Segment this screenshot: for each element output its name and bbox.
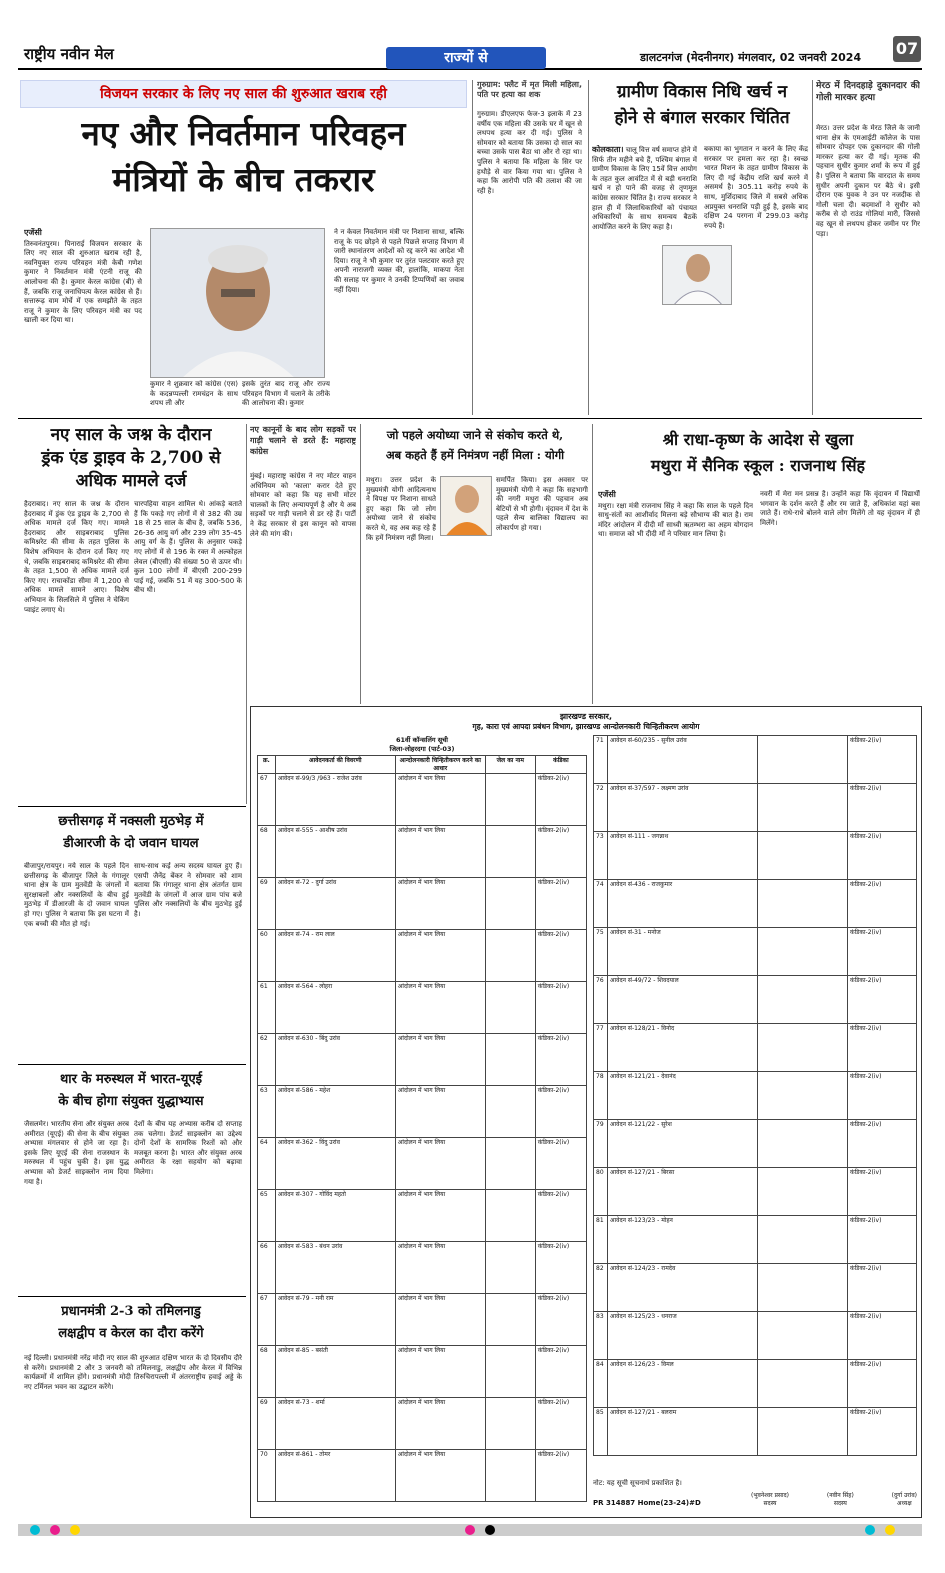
column-rule — [246, 424, 247, 804]
signatory — [827, 1491, 854, 1507]
row-kandika: कंडिका-2(iv) — [535, 774, 586, 826]
page-number: 07 — [893, 36, 921, 62]
row-kandika: कंडिका-2(iv) — [535, 1450, 586, 1502]
kerala-caption-1: कुमार ने शुक्रवार को कांग्रेस (एस) के कदन्नप्पल्ली रामचंद्रन के साथ शपथ ली और — [150, 380, 238, 408]
row-applicant: आवेदन सं-555 - आशीष उरांव — [275, 826, 395, 878]
row-sl: 83 — [594, 1312, 608, 1360]
row-divider — [18, 1296, 246, 1297]
row-jail — [485, 1398, 535, 1450]
row-applicant: आवेदन सं-31 - मनोज — [608, 928, 758, 976]
col-header: आन्दोलनकारी चिन्हितीकरण करने का आधार — [395, 756, 485, 774]
person-icon — [151, 229, 325, 378]
row-jail — [485, 1450, 535, 1502]
row-basis: आंदोलन में भाग लिया — [395, 1450, 485, 1502]
row-sl: 71 — [594, 736, 608, 784]
hyderabad-col2: चारपहिया वाहन शामिल थे। आंकड़े बताते हैं कि पकड़े गए लोगों में से 382 की उम्र 18 से 25 साल के बीच है, जबकि 536, 26-36 आयु वर्ग और 239 लोग 35-45 आयु वर्ग के हैं। पुलिस के अनुसार पकड़े गए लोगों में से 196 के रक्त में अल्कोहल लेवल (बीएसी) की संख्या 50 से ऊपर थी। कुल 100 लोगों में बीएसी 200-299 पाई गई, जबकि 51 में यह 300-500 के बीच थी। — [134, 500, 242, 595]
row-applicant: आवेदन सं-74 - राम लाल — [275, 930, 395, 982]
row-applicant: आवेदन सं-127/21 - बलराम — [608, 1408, 758, 1456]
row-sl: 77 — [594, 1024, 608, 1072]
row-sl: 69 — [258, 878, 276, 930]
thar-headline-1: थार के मरुस्थल में भारत-यूएई — [59, 1072, 203, 1087]
row-basis: आंदोलन में भाग लिया — [395, 1138, 485, 1190]
row-applicant: आवेदन सं-49/72 - शिवदयाल — [608, 976, 758, 1024]
row-basis: आंदोलन में भाग लिया — [395, 1190, 485, 1242]
col-header: आवेदनकर्ता की विवरणी — [275, 756, 395, 774]
row-sl: 65 — [258, 1190, 276, 1242]
row-kandika: कंडिका-2(iv) — [848, 1120, 917, 1168]
gurugram-kicker: गुरुग्राम: फ्लैट में मृत मिली महिला, पति पर हत्या का शक — [477, 80, 582, 99]
notice-list-title: 61वीं कॉन्सलिंग सूची — [396, 736, 448, 744]
row-basis — [758, 976, 848, 1024]
row-applicant: आवेदन सं-37/597 - लक्ष्मण उरांव — [608, 784, 758, 832]
row-kandika: कंडिका-2(iv) — [535, 982, 586, 1034]
row-basis — [758, 1408, 848, 1456]
chhattisgarh-headline-1: छत्तीसगढ़ में नक्सली मुठभेड़ में — [58, 814, 204, 829]
row-sl: 76 — [594, 976, 608, 1024]
row-jail — [485, 1346, 535, 1398]
registration-dot — [485, 1525, 495, 1535]
row-basis — [758, 880, 848, 928]
row-jail — [485, 1190, 535, 1242]
table-row — [258, 878, 587, 930]
row-kandika: कंडिका-2(iv) — [535, 1190, 586, 1242]
registration-dot — [30, 1525, 40, 1535]
row-basis: आंदोलन में भाग लिया — [395, 1346, 485, 1398]
bengal-byline: कोलकाता। — [592, 145, 624, 154]
row-kandika: कंडिका-2(iv) — [848, 736, 917, 784]
signatory-name: (नवीन सिंह) — [826, 1492, 854, 1499]
monk-photo — [440, 476, 492, 536]
column-rule — [360, 424, 361, 704]
column-rule — [592, 424, 593, 704]
hyderabad-headline-3: अधिक मामले दर्ज — [75, 471, 187, 491]
thar-col1: जैसलमेर। भारतीय सेना और संयुक्त अरब अमीरात (यूएई) की सेना के बीच संयुक्त अभ्यास मंगलवार से होने जा रहा है। इसके लिए यूएई की सेना राजस्थान के मरुस्थल में पहुंच चुकी है। इस युद्ध अभ्यास को डेजर्ट साइक्लोन नाम दिया गया है। — [24, 1120, 129, 1186]
row-kandika: कंडिका-2(iv) — [848, 1024, 917, 1072]
row-divider — [18, 418, 922, 419]
row-basis: आंदोलन में भाग लिया — [395, 982, 485, 1034]
rajnath-col1-text: मथुरा। रक्षा मंत्री राजनाथ सिंह ने कहा कि साल के पहले दिन साधु-संतों का आशीर्वाद मिलना बड़े सौभाग्य की बात है। राम मंदिर आंदोलन में दीदी माँ साध्वी ऋतम्भरा का अहम योगदान था। समाज को भी दीदी माँ ने परिवार मान लिया है। — [598, 501, 753, 539]
pm-headline-2: लक्षद्वीप व केरल का दौरा करेंगे — [58, 1326, 204, 1341]
signatory-name: (दुर्गा उरांव) — [891, 1492, 917, 1499]
maharashtra-kicker: नए कानूनों के बाद लोग सड़कों पर गाड़ी चलाने से डरते हैं: महाराष्ट्र कांग्रेस — [250, 425, 356, 456]
table-row — [594, 736, 917, 784]
row-applicant: आवेदन सं-85 - बसंती — [275, 1346, 395, 1398]
table-row — [258, 982, 587, 1034]
row-kandika: कंडिका-2(iv) — [848, 1360, 917, 1408]
row-jail — [485, 930, 535, 982]
government-notice — [250, 706, 922, 1518]
table-row — [594, 880, 917, 928]
row-sl: 61 — [258, 982, 276, 1034]
table-row — [258, 774, 587, 826]
row-sl: 82 — [594, 1264, 608, 1312]
row-applicant: आवेदन सं-121/21 - देवानंद — [608, 1072, 758, 1120]
row-sl: 69 — [258, 1398, 276, 1450]
hyderabad-col1: हैदराबाद। नए साल के जश्न के दौरान हैदराबाद में ड्रंक एंड ड्राइव के 2,700 से अधिक मामले दर्ज किए गए। मामले हैदराबाद और साइबराबाद पुलिस कमिश्नरेट की सीमा के तहत पुलिस के विशेष अभियान के दौरान दर्ज किए गए थे, जबकि साइबराबाद कमिश्नरेट की सीमा के तहत 1,500 से अधिक मामले दर्ज किए गए। राचाकोंडा सीमा में 1,200 से अधिक मामले सामने आए। विशेष अभियान के सिलसिले में पुलिस ने चेकिंग प्वाइंट लगाए थे। — [24, 500, 129, 614]
row-applicant: आवेदन सं-127/21 - बिरसा — [608, 1168, 758, 1216]
notice-footer-note: नोट: यह सूची सूचनार्थ प्रकाशित है। — [593, 1479, 682, 1487]
row-applicant: आवेदन सं-586 - महेश — [275, 1086, 395, 1138]
row-basis — [758, 1360, 848, 1408]
kerala-col1-text: तिरुवनंतपुरम। पिनाराई विजयन सरकार के लिए नए साल की शुरुआत खराब रही है, नवनियुक्त राज्य परिवहन मंत्री केबी गणेश कुमार ने निवर्तमान मंत्री एंटनी राजू की आलोचना की है। कुमार केरल कांग्रेस (बी) से हैं, जबकि राजू जनाधिपत्य केरल कांग्रेस से हैं। सत्तारूढ़ वाम मोर्चे में एक समझौते के तहत राजू ने कुमार के लिए परिवहन मंत्री का पद खाली कर दिया था। — [24, 239, 142, 325]
rajnath-col2: नवरी में मेरा मन प्रसन्न है। उन्होंने कहा कि वृंदावन में विद्यार्थी भगवान के दर्शन करते हैं और रम जाते हैं, अधिकांश यहां बस जाते हैं। राधे-राधे बोलने वाले लोग मिलेंगे तो यह वृंदावन में ही मिलेंगे। — [760, 490, 920, 527]
row-jail — [485, 878, 535, 930]
yogi-col1: मथुरा। उत्तर प्रदेश के मुख्यमंत्री योगी आदित्यनाथ ने विपक्ष पर निशाना साधते हुए कहा कि जो लोग अयोध्या जाने से संकोच करते थे, वह अब कह रहे हैं कि हमें निमंत्रण नहीं मिला। — [366, 476, 436, 542]
row-kandika: कंडिका-2(iv) — [848, 832, 917, 880]
table-row — [258, 1242, 587, 1294]
row-kandika: कंडिका-2(iv) — [848, 880, 917, 928]
table-row — [594, 1312, 917, 1360]
table-row — [594, 1024, 917, 1072]
masthead: राष्ट्रीय नवीन मेल — [24, 45, 114, 63]
table-row — [594, 1120, 917, 1168]
pm-body: नई दिल्ली। प्रधानमंत्री नरेंद्र मोदी नए साल की शुरुआत दक्षिण भारत के दो दिवसीय दौरे से करेंगे। प्रधानमंत्री 2 और 3 जनवरी को तमिलनाडु, लक्षद्वीप और केरल में विभिन्न कार्यक्रमों में शामिल होंगे। प्रधानमंत्री मोदी तिरुचिरापल्ली में अंतरराष्ट्रीय हवाई अड्डे के नए टर्मिनल भवन का उद्घाटन करेंगे। — [24, 1354, 242, 1391]
row-applicant: आवेदन सं-79 - मनी राम — [275, 1294, 395, 1346]
row-kandika: कंडिका-2(iv) — [848, 1264, 917, 1312]
row-basis — [758, 1120, 848, 1168]
row-applicant: आवेदन सं-126/23 - विमल — [608, 1360, 758, 1408]
row-kandika: कंडिका-2(iv) — [848, 928, 917, 976]
row-kandika: कंडिका-2(iv) — [848, 1168, 917, 1216]
row-applicant: आवेदन सं-99/3 /963 - राजेश उरांव — [275, 774, 395, 826]
col-header: जेल का नाम — [485, 756, 535, 774]
registration-dot — [465, 1525, 475, 1535]
table-row — [258, 826, 587, 878]
person-icon — [441, 477, 492, 536]
row-applicant: आवेदन सं-111 - जगन्नाथ — [608, 832, 758, 880]
row-sl: 74 — [594, 880, 608, 928]
yogi-headline-1: जो पहले अयोध्या जाने से संकोच करते थे, — [386, 428, 564, 442]
table-row — [258, 1190, 587, 1242]
row-basis: आंदोलन में भाग लिया — [395, 1242, 485, 1294]
row-sl: 79 — [594, 1120, 608, 1168]
row-kandika: कंडिका-2(iv) — [535, 1242, 586, 1294]
kerala-col1 — [24, 228, 142, 410]
row-basis — [758, 832, 848, 880]
thar-col2: देशों के बीच यह अभ्यास करीब दो सप्ताह तक चलेगा। डेजर्ट साइक्लोन का उद्देश्य दोनों देशों के सामरिक रिश्तों को और मजबूत करना है। भारत और संयुक्त अरब अमीरात के रक्षा सहयोग को बढ़ावा मिलेगा। — [134, 1120, 242, 1176]
notice-org-2: गृह, कारा एवं आपदा प्रबंधन विभाग, झारखण्ड आन्दोलनकारी चिन्हितीकरण आयोग — [472, 722, 700, 731]
row-sl: 63 — [258, 1086, 276, 1138]
table-row — [594, 1072, 917, 1120]
row-basis: आंदोलन में भाग लिया — [395, 878, 485, 930]
column-rule — [588, 80, 589, 415]
table-row — [594, 1216, 917, 1264]
row-kandika: कंडिका-2(iv) — [535, 1034, 586, 1086]
row-applicant: आवेदन सं-861 - तोमर — [275, 1450, 395, 1502]
row-kandika: कंडिका-2(iv) — [848, 976, 917, 1024]
row-jail — [485, 774, 535, 826]
row-applicant: आवेदन सं-60/235 - सुनील उरांव — [608, 736, 758, 784]
yogi-col2: समर्पित किया। इस अवसर पर मुख्यमंत्री योगी ने कहा कि सहभागी की नगरी मथुरा की पहचान अब बेटियों से भी होगी। वृंदावन में देश के पहले सैन्य बालिका विद्यालय का लोकार्पण हो गया। — [496, 476, 588, 532]
signatory-role: अध्यक्ष — [897, 1500, 912, 1507]
row-basis — [758, 1312, 848, 1360]
row-kandika: कंडिका-2(iv) — [535, 1398, 586, 1450]
row-basis: आंदोलन में भाग लिया — [395, 1398, 485, 1450]
registration-dot — [70, 1525, 80, 1535]
table-row — [258, 1398, 587, 1450]
table-row — [594, 832, 917, 880]
row-sl: 68 — [258, 826, 276, 878]
row-divider — [18, 806, 246, 807]
registration-dot — [50, 1525, 60, 1535]
bengal-headline-1: ग्रामीण विकास निधि खर्च न — [616, 82, 788, 102]
row-sl: 75 — [594, 928, 608, 976]
hyderabad-headline-2: ड्रंक एंड ड्राइव के 2,700 से — [41, 448, 221, 468]
row-kandika: कंडिका-2(iv) — [848, 1312, 917, 1360]
kerala-headline-2: मंत्रियों के बीच तकरार — [112, 160, 375, 199]
row-kandika: कंडिका-2(iv) — [848, 1216, 917, 1264]
row-applicant: आवेदन सं-73 - शर्मा — [275, 1398, 395, 1450]
row-applicant: आवेदन सं-124/23 - रामदेव — [608, 1264, 758, 1312]
row-basis — [758, 736, 848, 784]
row-basis: आंदोलन में भाग लिया — [395, 1294, 485, 1346]
section-label: राज्यों से — [386, 47, 546, 69]
rajnath-headline-2: मथुरा में सैनिक स्कूल : राजनाथ सिंह — [650, 456, 866, 475]
row-kandika: कंडिका-2(iv) — [535, 878, 586, 930]
portrait-photo — [150, 228, 325, 378]
row-applicant: आवेदन सं-123/23 - मोहन — [608, 1216, 758, 1264]
row-applicant: आवेदन सं-630 - बिंदु उरांव — [275, 1034, 395, 1086]
row-divider — [18, 1064, 246, 1065]
row-basis — [758, 1168, 848, 1216]
table-row — [594, 928, 917, 976]
row-sl: 68 — [258, 1346, 276, 1398]
table-row — [594, 1360, 917, 1408]
signatory — [892, 1491, 917, 1507]
signatory — [751, 1491, 789, 1507]
row-kandika: कंडिका-2(iv) — [535, 930, 586, 982]
meerut-body: मेरठ। उत्तर प्रदेश के मेरठ जिले के जानी थाना क्षेत्र के एमआईटी कॉलेज के पास सोमवार दोपहर एक दुकानदार की गोली मारकर हत्या कर दी गई। मृतक की पहचान सुधीर कुमार शर्मा के रूप में हुई है। पुलिस ने बताया कि वारदात के समय सुधीर अपनी दुकान पर बैठे थे। इसी दौरान एक युवक ने उन पर नजदीक से गोली चला दी। बदमाशों ने सुधीर को करीब से दो राउंड गोलियां मारी, जिससे वह खून से लथपथ होकर जमीन पर गिर पड़ा। — [816, 124, 920, 238]
table-row — [594, 1408, 917, 1456]
row-kandika: कंडिका-2(iv) — [848, 1072, 917, 1120]
row-jail — [485, 1242, 535, 1294]
rajnath-col1 — [598, 490, 753, 700]
row-jail — [485, 1138, 535, 1190]
row-sl: 81 — [594, 1216, 608, 1264]
column-rule — [812, 80, 813, 415]
notice-left-table — [257, 735, 587, 1505]
notice-pr-number: PR 314887 Home(23-24)#D — [593, 1499, 701, 1507]
kerala-headline-1: नए और निवर्तमान परिवहन — [81, 114, 406, 153]
col-header: क्र. — [258, 756, 276, 774]
rajnath-headline-1: श्री राधा-कृष्ण के आदेश से खुला — [662, 430, 854, 449]
signatory-role: सदस्य — [763, 1500, 777, 1507]
column-rule — [472, 80, 473, 415]
thar-headline-2: के बीच होगा संयुक्त युद्धाभ्यास — [58, 1094, 204, 1109]
row-applicant: आवेदन सं-362 - विंदु उरांव — [275, 1138, 395, 1190]
table-row — [258, 1294, 587, 1346]
registration-dot — [885, 1525, 895, 1535]
registration-dot — [865, 1525, 875, 1535]
row-applicant: आवेदन सं-121/22 - सुरेश — [608, 1120, 758, 1168]
row-applicant: आवेदन सं-564 - लोहरा — [275, 982, 395, 1034]
row-sl: 62 — [258, 1034, 276, 1086]
row-basis: आंदोलन में भाग लिया — [395, 826, 485, 878]
row-applicant: आवेदन सं-128/21 - विनोद — [608, 1024, 758, 1072]
row-kandika: कंडिका-2(iv) — [848, 784, 917, 832]
col-header: कंडिका — [535, 756, 586, 774]
table-row — [258, 1346, 587, 1398]
kerala-col2: ने न केवल निवर्तमान मंत्री पर निशाना साधा, बल्कि राजू के पद छोड़ने से पहले पिछले सप्ताह विभाग में जारी स्थानांतरण आदेशों को रद्द करने का आदेश भी दिया। राजू ने भी कुमार पर तुरंत पलटवार करते हुए अपनी नाराजगी व्यक्त की, हालांकि, माकपा नेता की सलाह पर कुमार ने उनकी टिप्पणियों का जवाब नहीं दिया। — [334, 228, 464, 294]
row-kandika: कंडिका-2(iv) — [535, 1294, 586, 1346]
row-jail — [485, 982, 535, 1034]
row-basis — [758, 1216, 848, 1264]
chhattisgarh-headline-2: डीआरजी के दो जवान घायल — [63, 836, 199, 851]
row-basis — [758, 784, 848, 832]
row-basis — [758, 1024, 848, 1072]
row-jail — [485, 1034, 535, 1086]
yogi-headline-2: अब कहते हैं हमें निमंत्रण नहीं मिला : योगी — [385, 448, 565, 462]
row-kandika: कंडिका-2(iv) — [848, 1408, 917, 1456]
row-basis: आंदोलन में भाग लिया — [395, 930, 485, 982]
row-basis — [758, 1264, 848, 1312]
notice-signatories — [751, 1491, 917, 1507]
row-jail — [485, 826, 535, 878]
chhattisgarh-col1: बीजापुर/रायपुर। नये साल के पहले दिन छत्तीसगढ़ के बीजापुर जिले के गंगालूर थाना क्षेत्र के ग्राम मुतवेंडी के जंगलों में सुरक्षाबलों और नक्सलियों के बीच हुई मुठभेड़ में डीआरजी के दो जवान घायल हो गए। पुलिस ने बताया कि इस घटना में एक बच्ची की मौत हो गई। — [24, 862, 129, 928]
table-row — [594, 976, 917, 1024]
row-jail — [485, 1294, 535, 1346]
row-sl: 73 — [594, 832, 608, 880]
row-applicant: आवेदन सं-125/23 - धनराज — [608, 1312, 758, 1360]
kerala-caption-2: इसके तुरंत बाद राजू और राज्य परिवहन विभाग में चलाने के तरीके की आलोचना की। कुमार — [242, 380, 330, 408]
bengal-headline-2: होने से बंगाल सरकार चिंतित — [614, 108, 790, 128]
chhattisgarh-col2: साथ-साथ कई अन्य सदस्य घायल हुए हैं। एसपी जैनेंद्र बेंकर ने सोमवार को शाम बताया कि गंगालूर थाना क्षेत्र अंतर्गत ग्राम मुतवेंडी के जंगलों में आज ग्राम पांच बजे पुलिस और नक्सलियों के बीच मुठभेड़ हुई है। — [134, 862, 242, 918]
row-sl: 85 — [594, 1408, 608, 1456]
row-basis: आंदोलन में भाग लिया — [395, 1034, 485, 1086]
bengal-col1-text: चालू वित्त वर्ष समाप्त होने में सिर्फ तीन महीने बचे हैं, पश्चिम बंगाल में ग्रामीण विकास के लिए 15वें वित्त आयोग के तहत कुल आवंटित में से बड़ी धनराशि खर्च न हो पाने की वजह से तृणमूल कांग्रेस सरकार चिंतित है। राज्य सरकार ने हाल ही में जिलाधिकारियों को पंचायत अधिकारियों के साथ समन्वय बैठकें आयोजित करने के लिए कहा है। — [592, 146, 697, 231]
row-applicant: आवेदन सं-583 - बंधन उरांव — [275, 1242, 395, 1294]
maharashtra-body: मुंबई। महाराष्ट्र कांग्रेस ने नए मोटर वाहन अधिनियम को 'काला' करार देते हुए सोमवार को कहा कि यह सभी मोटर चालकों के लिए अन्यायपूर्ण है और ये अब सड़कों पर गाड़ी चलाने से डर रहे हैं। पार्टी ने केंद्र सरकार से इस कानून को वापस लेने की मांग की। — [250, 472, 356, 538]
notice-table — [593, 735, 917, 1456]
table-row — [258, 1138, 587, 1190]
kerala-kicker: विजयन सरकार के लिए नए साल की शुरुआत खराब रही — [20, 80, 467, 108]
row-kandika: कंडिका-2(iv) — [535, 1346, 586, 1398]
kerala-byline: एजेंसी — [24, 228, 42, 237]
table-row — [594, 1264, 917, 1312]
row-sl: 64 — [258, 1138, 276, 1190]
signatory-name: (भुवनेश्वर प्रसाद) — [751, 1492, 790, 1499]
table-row — [258, 930, 587, 982]
row-kandika: कंडिका-2(iv) — [535, 1086, 586, 1138]
notice-right-table — [593, 735, 917, 1475]
bengal-col2: बकाया का भुगतान न करने के लिए केंद्र सरकार पर हमला कर रहा है। स्वच्छ भारत मिशन के तहत ग्रामीण विकास के लिए दी गई केंद्रीय राशि खर्च करने में असमर्थ है। 305.11 करोड़ रुपये के साथ, मुर्शिदाबाद जिले में सबसे अधिक अप्रयुक्त धनराशि पड़ी हुई है, इसके बाद दक्षिण 24 परगना में 299.03 करोड़ रुपये हैं। — [704, 145, 808, 230]
dateline: डालटनगंज (मेदनीनगर) मंगलवार, 02 जनवरी 2024 — [640, 51, 862, 64]
row-sl: 80 — [594, 1168, 608, 1216]
row-sl: 67 — [258, 774, 276, 826]
row-sl: 84 — [594, 1360, 608, 1408]
signatory-role: सदस्य — [833, 1500, 847, 1507]
table-row — [594, 1168, 917, 1216]
row-kandika: कंडिका-2(iv) — [535, 1138, 586, 1190]
notice-list-subtitle: जिला-लोहरदगा (पार्ट-03) — [389, 745, 455, 753]
row-sl: 60 — [258, 930, 276, 982]
row-basis: आंदोलन में भाग लिया — [395, 1086, 485, 1138]
pm-headline-1: प्रधानमंत्री 2-3 को तमिलनाडु — [61, 1304, 201, 1319]
notice-table — [257, 755, 587, 1502]
table-row — [594, 784, 917, 832]
hyderabad-headline-1: नए साल के जश्न के दौरान — [50, 425, 212, 445]
row-sl: 72 — [594, 784, 608, 832]
row-basis — [758, 928, 848, 976]
row-applicant: आवेदन सं-72 - दुर्गा उरांव — [275, 878, 395, 930]
row-kandika: कंडिका-2(iv) — [535, 826, 586, 878]
table-row — [258, 1450, 587, 1502]
table-row — [258, 1034, 587, 1086]
row-applicant: आवेदन सं-307 - गोविंद महतो — [275, 1190, 395, 1242]
row-sl: 66 — [258, 1242, 276, 1294]
row-applicant: आवेदन सं-436 - राजकुमार — [608, 880, 758, 928]
row-sl: 67 — [258, 1294, 276, 1346]
row-sl: 70 — [258, 1450, 276, 1502]
notice-org-1: झारखण्ड सरकार, — [559, 712, 612, 721]
row-basis — [758, 1072, 848, 1120]
row-sl: 78 — [594, 1072, 608, 1120]
row-basis: आंदोलन में भाग लिया — [395, 774, 485, 826]
meerut-kicker: मेरठ में दिनदहाड़े दुकानदार की गोली मारकर हत्या — [816, 81, 920, 103]
rajnath-byline: एजेंसी — [598, 490, 616, 499]
gurugram-body: गुरुग्राम। डीएलएफ फेज-3 इलाके में 23 वर्षीय एक महिला की उसके घर में खून से लथपथ हत्या कर दी गई। पुलिस ने सोमवार को बताया कि उसका दो साल का बच्चा उसके पास बैठा था और रो रहा था। पुलिस ने बताया कि महिला के सिर पर हथौड़े से वार किया गया था। पुलिस ने कहा कि आरोपी पति की तलाश की जा रही है। — [477, 110, 582, 195]
row-jail — [485, 1086, 535, 1138]
table-row — [258, 1086, 587, 1138]
